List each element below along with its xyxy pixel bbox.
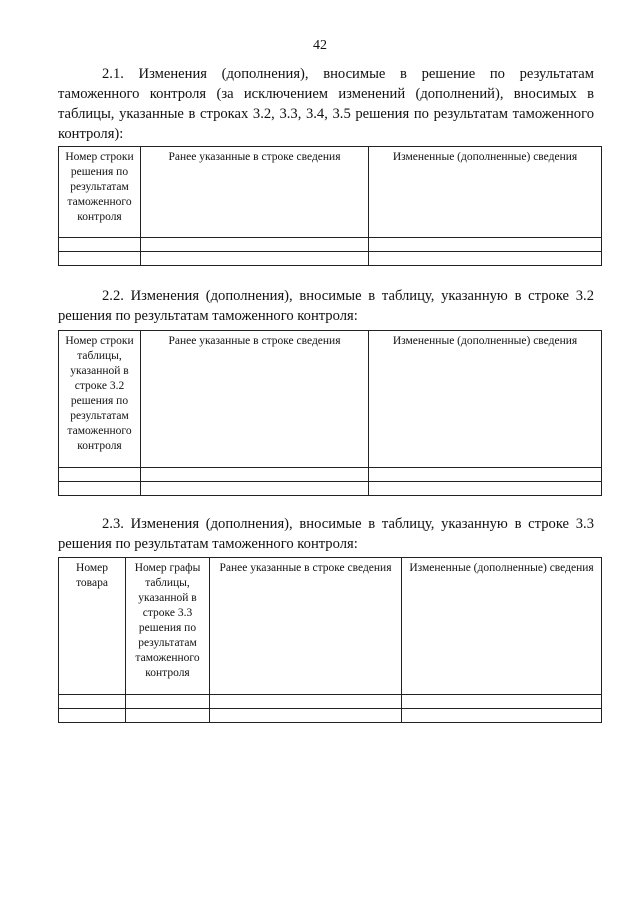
- table-cell[interactable]: [59, 238, 141, 252]
- table-2-1: [58, 146, 602, 266]
- table-row: [59, 709, 602, 723]
- table-cell[interactable]: [126, 709, 210, 723]
- table-cell[interactable]: [369, 238, 602, 252]
- table-2-2: [58, 330, 602, 496]
- column-header-row-number: Номер строки решения по результатам таможенного контроля: [59, 147, 141, 238]
- table-2-3: [58, 557, 602, 723]
- table-cell[interactable]: [59, 468, 141, 482]
- section-2-3-text-content: 2.3. Изменения (дополнения), вносимые в таблицу, указанную в строке 3.3 решения по результатам таможенного контроля:: [58, 516, 594, 552]
- table-header-row: [59, 558, 602, 695]
- table-row: [59, 238, 602, 252]
- column-header-previous-info: Ранее указанные в строке сведения: [210, 558, 402, 695]
- table-cell[interactable]: [141, 468, 369, 482]
- table-cell[interactable]: [402, 695, 602, 709]
- table-cell[interactable]: [369, 252, 602, 266]
- table-cell[interactable]: [141, 482, 369, 496]
- column-header-previous-info: Ранее указанные в строке сведения: [141, 147, 369, 238]
- section-2-2-text: [58, 286, 594, 326]
- table-cell[interactable]: [210, 709, 402, 723]
- table-header-row: [59, 147, 602, 238]
- column-header-item-number: Номер товара: [59, 558, 126, 695]
- table-cell[interactable]: [369, 468, 602, 482]
- table-cell[interactable]: [210, 695, 402, 709]
- table-cell[interactable]: [59, 709, 126, 723]
- table-header-row: [59, 331, 602, 468]
- column-header-row-number: Номер строки таблицы, указанной в строке 3.2 решения по результатам таможенного контроля: [59, 331, 141, 468]
- page-number: 42: [313, 38, 327, 53]
- table-cell[interactable]: [126, 695, 210, 709]
- table-row: [59, 468, 602, 482]
- column-header-previous-info: Ранее указанные в строке сведения: [141, 331, 369, 468]
- table-cell[interactable]: [369, 482, 602, 496]
- column-header-field-number: Номер графы таблицы, указанной в строке 3.3 решения по результатам таможенного контроля: [126, 558, 210, 695]
- table-cell[interactable]: [59, 252, 141, 266]
- table-cell[interactable]: [59, 482, 141, 496]
- table-cell[interactable]: [402, 709, 602, 723]
- table-row: [59, 482, 602, 496]
- column-header-changed-info: Измененные (дополненные) сведения: [369, 331, 602, 468]
- table-row: [59, 252, 602, 266]
- table-row: [59, 695, 602, 709]
- column-header-changed-info: Измененные (дополненные) сведения: [369, 147, 602, 238]
- table-cell[interactable]: [141, 238, 369, 252]
- table-cell[interactable]: [59, 695, 126, 709]
- section-2-2-text-content: 2.2. Изменения (дополнения), вносимые в таблицу, указанную в строке 3.2 решения по результатам таможенного контроля:: [58, 288, 594, 324]
- section-2-3-text: [58, 514, 594, 554]
- section-2-1-text-content: 2.1. Изменения (дополнения), вносимые в решение по результатам таможенного контроля (за исключением изменений (дополнений), вносимых в таблицы, указанные в строках 3.2, 3.3, 3.4, 3.5 решения по результатам таможенного контроля):: [58, 66, 594, 142]
- section-2-1-text: [58, 64, 594, 144]
- table-cell[interactable]: [141, 252, 369, 266]
- column-header-changed-info: Измененные (дополненные) сведения: [402, 558, 602, 695]
